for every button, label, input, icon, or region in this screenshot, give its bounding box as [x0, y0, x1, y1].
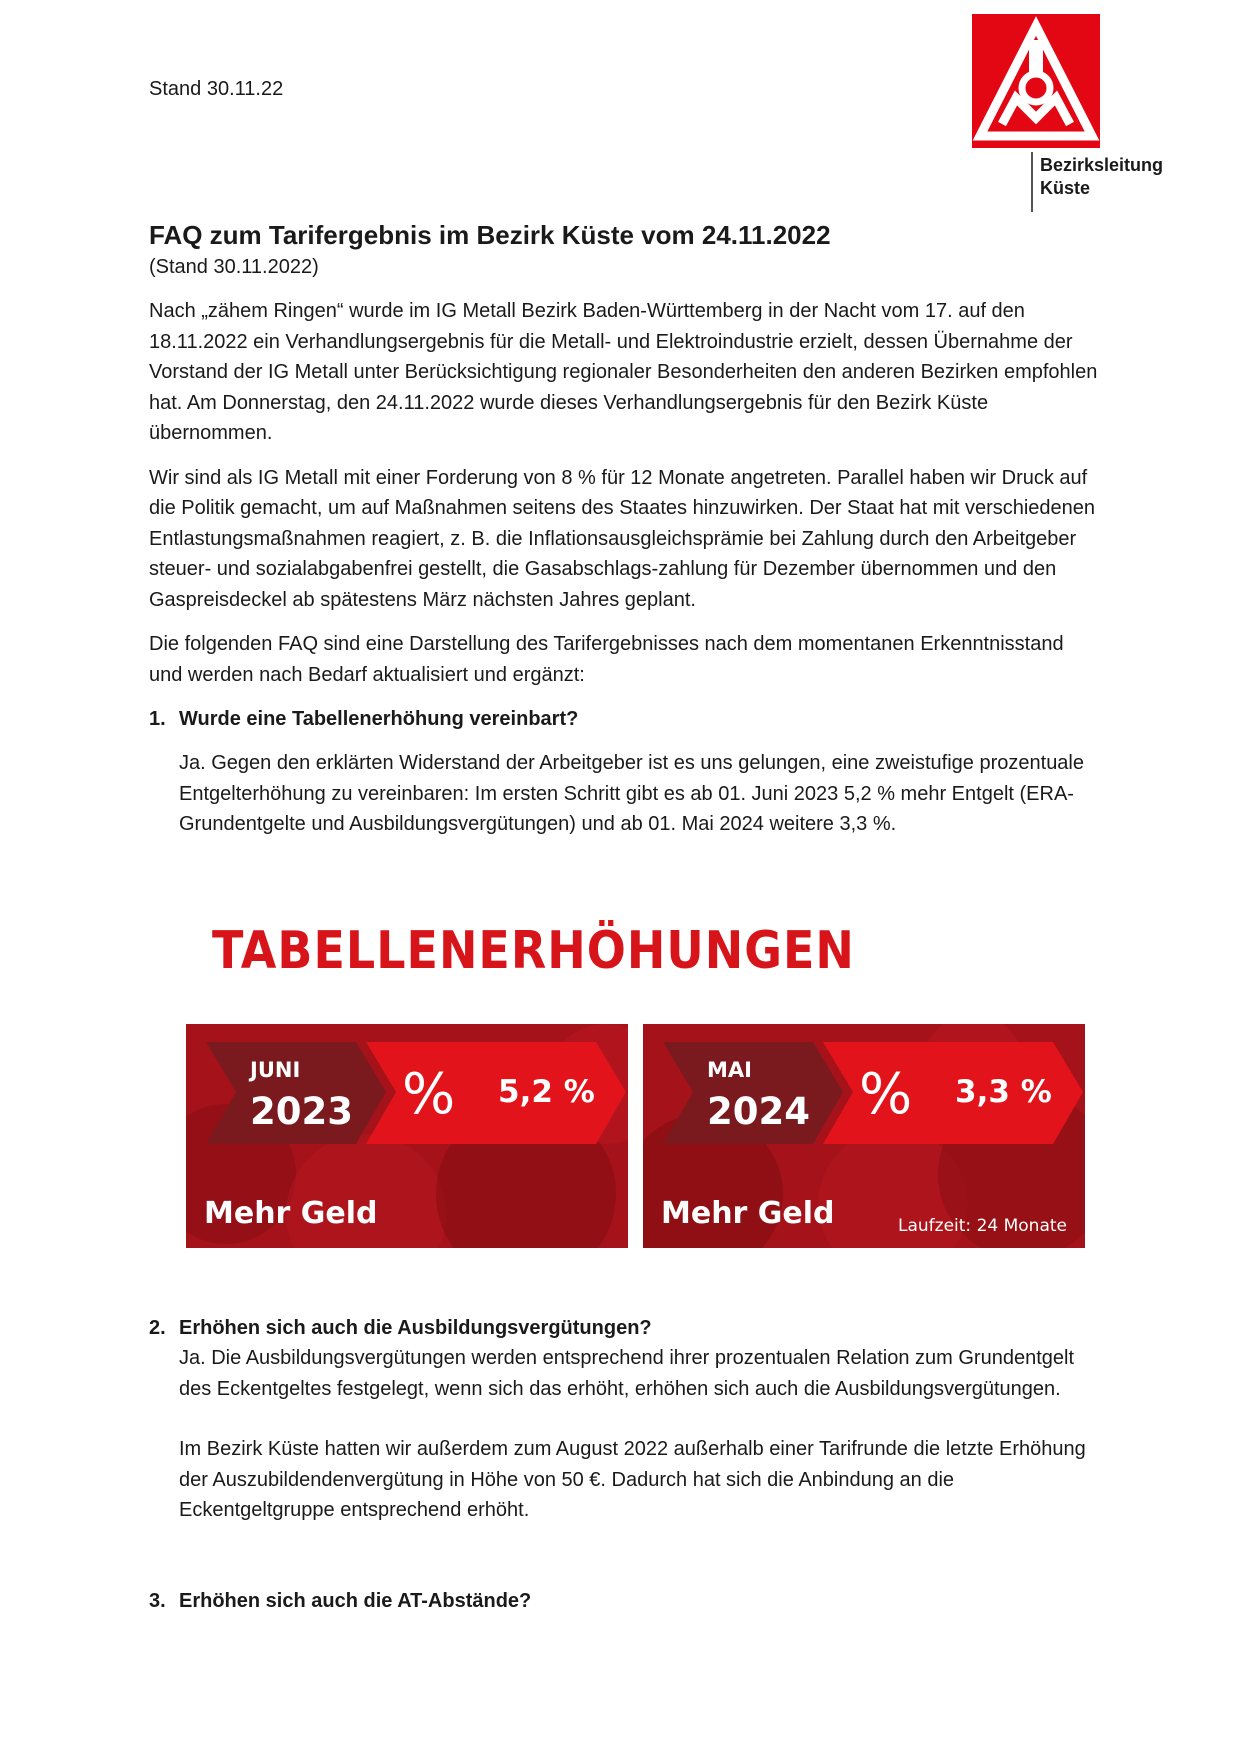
- faq-answer-1: [179, 748, 1099, 840]
- faq-number: 3.: [149, 1590, 166, 1612]
- faq-section-2: [149, 1313, 1099, 1556]
- percent-icon: %: [402, 1062, 456, 1127]
- logo-org-line2: Küste: [1040, 178, 1091, 198]
- faq-number: 2.: [149, 1317, 166, 1339]
- banner-title: TABELLENERHÖHUNGEN: [212, 920, 855, 981]
- faq-question-1: [149, 704, 1099, 734]
- panel-laufzeit: Laufzeit: 24 Monate: [898, 1216, 1067, 1236]
- stand-date: Stand 30.11.22: [149, 78, 284, 100]
- faq-number: 1.: [149, 708, 166, 730]
- percent-icon: %: [859, 1062, 913, 1127]
- banner-panel-2024: [643, 1024, 1085, 1248]
- ig-metall-logo: [972, 14, 1100, 148]
- faq-answer-2: [179, 1343, 1099, 1526]
- logo-divider: [1031, 152, 1033, 212]
- faq-answer-text: Im Bezirk Küste hatten wir außerdem zum August 2022 außerhalb einer Tarifrunde die letzte Erhöhung der Auszubildendenvergütung in Höhe von 50 €. Dadurch hat sich die Anbindung an die Eckentgeltgruppe entsprechend erhöht.: [179, 1438, 1086, 1521]
- panel-year: 2024: [707, 1090, 810, 1133]
- logo-org-name: [1040, 154, 1163, 200]
- panel-year: 2023: [250, 1090, 353, 1133]
- document-title: FAQ zum Tarifergebnis im Bezirk Küste vom 24.11.2022: [149, 220, 831, 250]
- panel-mehr-geld: Mehr Geld: [661, 1196, 835, 1231]
- faq-question-text: Erhöhen sich auch die AT-Abstände?: [179, 1590, 532, 1612]
- faq-question-text: Erhöhen sich auch die Ausbildungsvergütungen?: [179, 1317, 652, 1339]
- panel-mehr-geld: Mehr Geld: [204, 1196, 378, 1231]
- panel-month: MAI: [707, 1058, 752, 1082]
- intro-paragraph-3: Die folgenden FAQ sind eine Darstellung des Tarifergebnisses nach dem momentanen Erkenntnisstand und werden nach Bedarf aktualisiert und ergänzt:: [149, 633, 1064, 686]
- logo-org-line1: Bezirksleitung: [1040, 155, 1164, 175]
- faq-question-2: [149, 1313, 1099, 1343]
- banner-panel-2023: [186, 1024, 628, 1248]
- faq-answer-text: Ja. Die Ausbildungsvergütungen werden entsprechend ihrer prozentualen Relation zum Grundentgelt des Eckentgeltes festgelegt, wenn sich das erhöht, erhöhen sich auch die Ausbildungsvergütungen.: [179, 1347, 1075, 1400]
- panel-month: JUNI: [250, 1058, 301, 1082]
- faq-question-3: [149, 1586, 1099, 1616]
- panel-percentage: 3,3 %: [955, 1074, 1052, 1110]
- panel-percentage: 5,2 %: [498, 1074, 595, 1110]
- document-body: [149, 218, 1099, 870]
- faq-answer-text: Ja. Gegen den erklärten Widerstand der Arbeitgeber ist es uns gelungen, eine zweistufige prozentuale Entgelterhöhung zu vereinbaren: Im ersten Schritt gibt es ab 01. Juni 2023 5,2 % mehr Entgelt (ERA-Grundentgelte und Ausbildungsvergütungen) und ab 01. Mai 2024 weitere 3,3 %.: [179, 752, 1084, 835]
- document-subtitle: (Stand 30.11.2022): [149, 256, 319, 278]
- faq-question-text: Wurde eine Tabellenerhöhung vereinbart?: [179, 708, 579, 730]
- faq-section-3: [149, 1586, 1099, 1630]
- intro-paragraph-1: Nach „zähem Ringen“ wurde im IG Metall Bezirk Baden-Württemberg in der Nacht vom 17. auf den 18.11.2022 ein Verhandlungsergebnis für die Metall- und Elektroindustrie erzielt, dessen Übernahme der Vorstand der IG Metall unter Berücksichtigung regionaler Besonderheiten den anderen Bezirken empfohlen hat. Am Donnerstag, den 24.11.2022 wurde dieses Verhandlungsergebnis für den Bezirk Küste übernommen.: [149, 300, 1098, 444]
- intro-paragraph-2: Wir sind als IG Metall mit einer Forderung von 8 % für 12 Monate angetreten. Parallel haben wir Druck auf die Politik gemacht, um auf Maßnahmen seitens des Staates hinzuwirken. Der Staat hat mit verschiedenen Entlastungsmaßnahmen reagiert, z. B. die Inflationsausgleichsprämie bei Zahlung durch den Arbeitgeber steuer- und sozialabgabenfrei gestellt, die Gasabschlags-zahlung für Dezember übernommen und den Gaspreisdeckel ab spätestens März nächsten Jahres geplant.: [149, 466, 1096, 611]
